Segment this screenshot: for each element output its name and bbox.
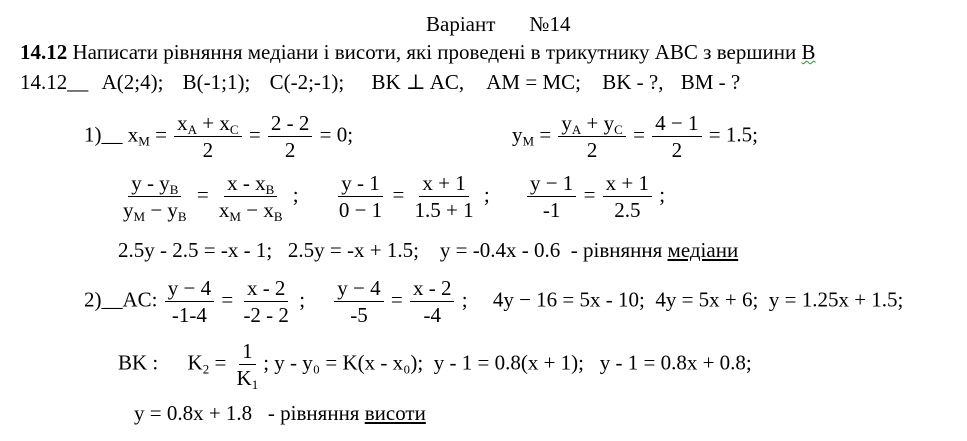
ac-frac-y: $\frac{y - 4}{-1-4}$ xyxy=(165,277,214,326)
task-vertex: В xyxy=(801,40,816,64)
find-bm: BM - ? xyxy=(680,70,741,94)
xm-result: = 0; xyxy=(319,122,354,147)
given-blank: __ xyxy=(67,70,89,94)
ym-result: = 1.5; xyxy=(708,122,758,147)
point-b: B(-1;1); xyxy=(182,70,251,94)
variant-heading xyxy=(426,14,570,35)
eq-simpl-y: $\frac{y - 1}{-1}$ xyxy=(527,172,576,221)
step2-ac: 2)__AC: $\frac{y - 4}{-1-4}$ = $\frac{x - 2}{-2 - 2}$ ; $\frac{y - 4}{-5}$ = $\frac{x - 2}{-4}$ ; 4y − 16 = 5x - 10; 4y = 5x + 6; y = 1.25x + 1.5; xyxy=(84,276,904,328)
point-a: A(2;4); xyxy=(101,70,164,94)
median-word: медіани xyxy=(667,238,739,262)
eq-x-fraction: $\frac{x - x_B}{x_M - x_B}$ xyxy=(218,171,283,225)
step1-label: 1)__ xyxy=(84,122,123,147)
ym-substitution: $\frac{4 - 1}{2}$ xyxy=(652,112,701,161)
task-statement xyxy=(20,42,815,63)
ac-equation-rest: 4y − 16 = 5x - 10; 4y = 5x + 6; y = 1.25x + 1.5; xyxy=(492,287,904,312)
k2-fraction: $\frac{1}{K_1}$ xyxy=(236,339,259,393)
step2-bk: BK : $K_2$ = $\frac{1}{K_1}$ ; y - y₀ = K(x - x₀); y - 1 = 0.8(x + 1); y - 1 = 0.8x + 0.8; xyxy=(118,339,752,393)
xm-symbol: x xyxy=(127,122,139,147)
ym-fraction: $\frac{y_A + y_C}{2}$ xyxy=(558,112,625,161)
bk-equation-rest: ; y - y₀ = K(x - x₀); y - 1 = 0.8(x + 1); y - 1 = 0.8x + 0.8; xyxy=(263,350,752,375)
find-bk: BK - ?, xyxy=(602,70,664,94)
height-result xyxy=(134,403,426,424)
step1-xm: 1)__ $x_M$ = $\frac{x_A + x_C}{2}$ = $\frac{2 - 2}{2}$ = 0; xyxy=(84,111,354,163)
xm-sub: M xyxy=(138,133,150,149)
median-result-text: 2.5y - 2.5 = -x - 1; 2.5y = -x + 1.5; y = -0.4x - 0.6 - рівняння xyxy=(118,238,668,262)
ac-frac-y2: $\frac{y - 4}{-5}$ xyxy=(334,277,383,326)
task-text: Написати рівняння медіани і висоти, які проведені в трикутнику АВС з вершини xyxy=(72,40,797,64)
median-line-equations: $\frac{y - y_B}{y_M - y_B}$ = $\frac{x - x_B}{x_M - x_B}$ ; $\frac{y - 1}{0 - 1}$ = $\frac{x + 1}{1.5 + 1}$ ; $\frac{y - 1}{-1}$ = $\frac{x + 1}{2.5}$ ; xyxy=(118,172,665,221)
median-condition: AM = MC; xyxy=(486,70,581,94)
bk-label: BK : xyxy=(118,350,159,375)
height-word: висоти xyxy=(364,401,426,425)
step2-label: 2)__AC: xyxy=(84,287,158,312)
eq-simpl-x: $\frac{x + 1}{2.5}$ xyxy=(603,172,652,221)
step1-ym: $y_M$ = $\frac{y_A + y_C}{2}$ = $\frac{4 - 1}{2}$ = 1.5; xyxy=(512,111,758,163)
perpendicular-condition: BK ⊥ AC, xyxy=(371,70,465,94)
given-number: 14.12 xyxy=(20,70,68,94)
height-result-text: y = 0.8x + 1.8 - рівняння xyxy=(134,401,365,425)
task-number: 14.12 xyxy=(20,40,68,64)
xm-fraction: $\frac{x_A + x_C}{2}$ xyxy=(174,112,241,161)
variant-number: №14 xyxy=(529,12,571,36)
variant-label: Варіант xyxy=(426,12,496,36)
ac-frac-x: $\frac{x - 2}{-2 - 2}$ xyxy=(243,276,289,328)
eq-sub-y: $\frac{y - 1}{0 - 1}$ xyxy=(338,171,383,223)
eq-y-fraction: $\frac{y - y_B}{y_M - y_B}$ xyxy=(123,171,187,225)
ac-frac-x2: $\frac{x - 2}{-4}$ xyxy=(410,277,455,326)
median-result xyxy=(118,240,738,261)
xm-substitution: $\frac{2 - 2}{2}$ xyxy=(268,112,313,161)
given-line xyxy=(20,72,740,93)
point-c: C(-2;-1); xyxy=(269,70,345,94)
eq-sub-x: $\frac{x + 1}{1.5 + 1}$ xyxy=(414,171,474,223)
